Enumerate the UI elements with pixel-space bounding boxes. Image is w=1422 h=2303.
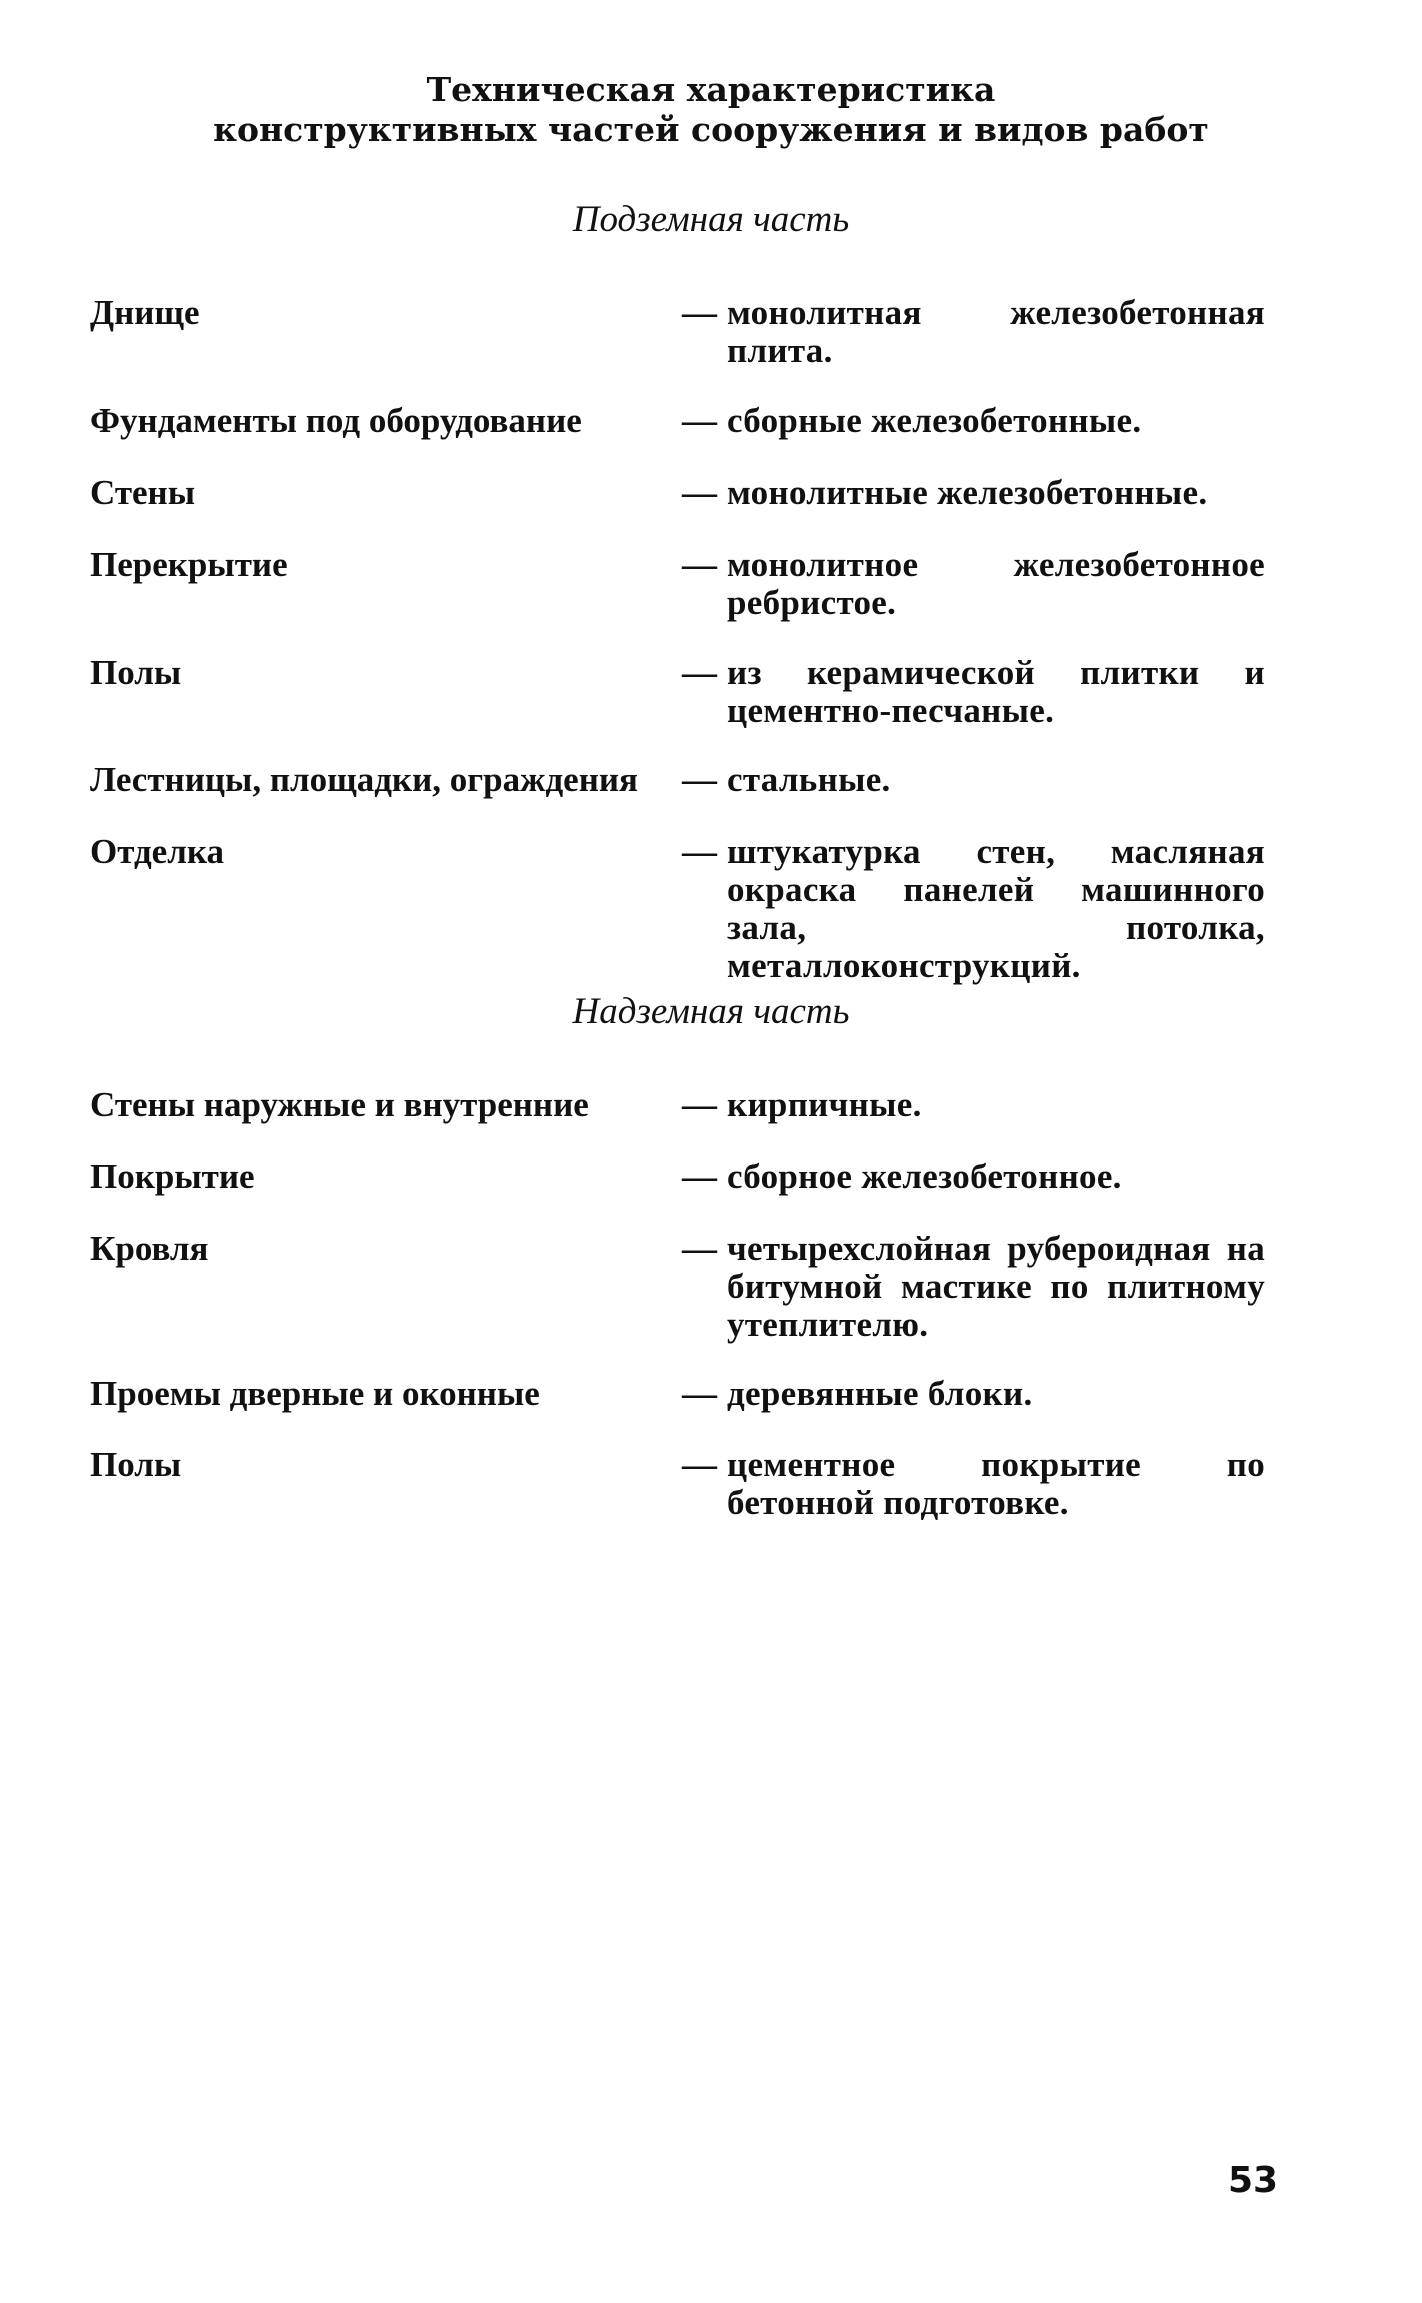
spec-value: цементное покрытие по бетонной подготовке. <box>727 1445 1265 1522</box>
spec-dash: — <box>682 545 717 584</box>
title-line-1: Техническая характеристика <box>426 70 996 109</box>
spec-label: Проемы дверные и оконные <box>90 1374 540 1413</box>
spec-label: Днище <box>90 293 200 332</box>
document-title <box>0 70 1422 150</box>
spec-dash: — <box>682 1229 717 1268</box>
spec-row-outer-inner-walls <box>90 1086 1290 1124</box>
spec-row-floors-above <box>90 1446 1290 1522</box>
spec-value: монолитная железобетонная плита. <box>727 293 1265 370</box>
spec-row-walls <box>90 474 1290 512</box>
spec-dash: — <box>682 401 717 440</box>
spec-value: сборные железобетонные. <box>727 401 1142 440</box>
spec-dash: — <box>682 1157 717 1196</box>
spec-label: Стены наружные и внутренние <box>90 1085 589 1124</box>
title-line-2: конструктивных частей сооружения и видов работ <box>213 110 1209 149</box>
spec-label: Лестницы, площадки, ограждения <box>90 760 638 799</box>
spec-value: деревянные блоки. <box>727 1374 1033 1413</box>
spec-value: стальные. <box>727 760 891 799</box>
spec-value: монолитные железобетонные. <box>727 473 1208 512</box>
spec-dash: — <box>682 1445 717 1484</box>
spec-dash: — <box>682 1085 717 1124</box>
spec-row-roof <box>90 1230 1290 1344</box>
spec-row-bottom-slab <box>90 294 1290 370</box>
spec-dash: — <box>682 1374 717 1413</box>
spec-row-covering <box>90 1158 1290 1196</box>
spec-label: Полы <box>90 1445 182 1484</box>
spec-label: Стены <box>90 473 196 512</box>
section-heading-aboveground: Надземная часть <box>572 991 850 1032</box>
spec-row-floors <box>90 654 1290 730</box>
spec-value: сборное железобетонное. <box>727 1157 1122 1196</box>
spec-label: Полы <box>90 653 182 692</box>
spec-label: Покрытие <box>90 1157 255 1196</box>
section-heading-underground: Подземная часть <box>572 199 850 240</box>
spec-value: штукатурка стен, масляная окраска панелей машинного зала, потолка, металлоконструкций. <box>727 832 1265 985</box>
spec-label: Кровля <box>90 1229 209 1268</box>
spec-value: из керамической плитки и цементно-песчаные. <box>727 653 1265 730</box>
spec-value: монолитное железобетонное ребристое. <box>727 545 1265 622</box>
spec-label: Отделка <box>90 832 224 871</box>
spec-label: Фундаменты под оборудование <box>90 401 582 440</box>
spec-row-openings <box>90 1375 1290 1413</box>
spec-row-stairs <box>90 761 1290 799</box>
spec-value: четырехслойная рубероидная на битумной мастике по плитному утеплителю. <box>727 1229 1265 1344</box>
spec-dash: — <box>682 832 717 871</box>
spec-row-finishing <box>90 833 1290 985</box>
spec-dash: — <box>682 653 717 692</box>
spec-row-foundations <box>90 402 1290 440</box>
spec-dash: — <box>682 473 717 512</box>
spec-dash: — <box>682 293 717 332</box>
page-number: 53 <box>1228 2160 1279 2201</box>
spec-label: Перекрытие <box>90 545 288 584</box>
spec-dash: — <box>682 760 717 799</box>
spec-value: кирпичные. <box>727 1085 922 1124</box>
spec-row-floor-slab <box>90 546 1290 622</box>
